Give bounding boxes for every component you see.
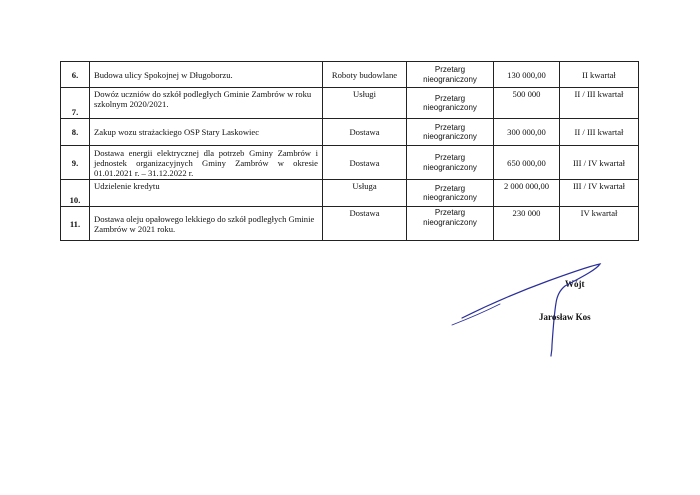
row-type: Roboty budowlane <box>323 62 407 88</box>
row-number: 11. <box>61 207 90 241</box>
row-subject: Udzielenie kredytu <box>90 180 323 207</box>
row-mode: Przetarg nieograniczony <box>407 119 494 146</box>
row-term: IV kwartał <box>560 207 639 241</box>
row-term: II kwartał <box>560 62 639 88</box>
row-value: 650 000,00 <box>494 146 560 180</box>
row-subject: Zakup wozu strażackiego OSP Stary Laskowiec <box>90 119 323 146</box>
row-number: 8. <box>61 119 90 146</box>
row-subject: Dowóz uczniów do szkół podległych Gminie Zambrów w roku szkolnym 2020/2021. <box>90 88 323 119</box>
row-number: 10. <box>61 180 90 207</box>
signature-name: Jarosław Kos <box>539 312 591 322</box>
row-value: 130 000,00 <box>494 62 560 88</box>
row-type: Usługi <box>323 88 407 119</box>
row-type: Dostawa <box>323 207 407 241</box>
row-subject: Budowa ulicy Spokojnej w Długoborzu. <box>90 62 323 88</box>
row-mode: Przetarg nieograniczony <box>407 146 494 180</box>
row-mode: Przetarg nieograniczony <box>407 207 494 241</box>
row-value: 300 000,00 <box>494 119 560 146</box>
row-number: 7. <box>61 88 90 119</box>
row-value: 2 000 000,00 <box>494 180 560 207</box>
row-subject: Dostawa oleju opałowego lekkiego do szkół podległych Gminie Zambrów w 2021 roku. <box>90 207 323 241</box>
row-value: 230 000 <box>494 207 560 241</box>
row-term: II / III kwartał <box>560 88 639 119</box>
row-mode: Przetarg nieograniczony <box>407 62 494 88</box>
row-type: Dostawa <box>323 119 407 146</box>
row-term: III / IV kwartał <box>560 146 639 180</box>
row-number: 6. <box>61 62 90 88</box>
signature-title: Wójt <box>565 279 585 289</box>
row-number: 9. <box>61 146 90 180</box>
row-mode: Przetarg nieograniczony <box>407 180 494 207</box>
row-subject: Dostawa energii elektrycznej dla potrzeb Gminy Zambrów i jednostek organizacyjnych Gminy Zambrów w okresie 01.01.2021 r. – 31.12.2022 r. <box>90 146 323 180</box>
row-type: Usługa <box>323 180 407 207</box>
row-mode: Przetarg nieograniczony <box>407 88 494 119</box>
row-term: III / IV kwartał <box>560 180 639 207</box>
row-term: II / III kwartał <box>560 119 639 146</box>
row-type: Dostawa <box>323 146 407 180</box>
row-value: 500 000 <box>494 88 560 119</box>
